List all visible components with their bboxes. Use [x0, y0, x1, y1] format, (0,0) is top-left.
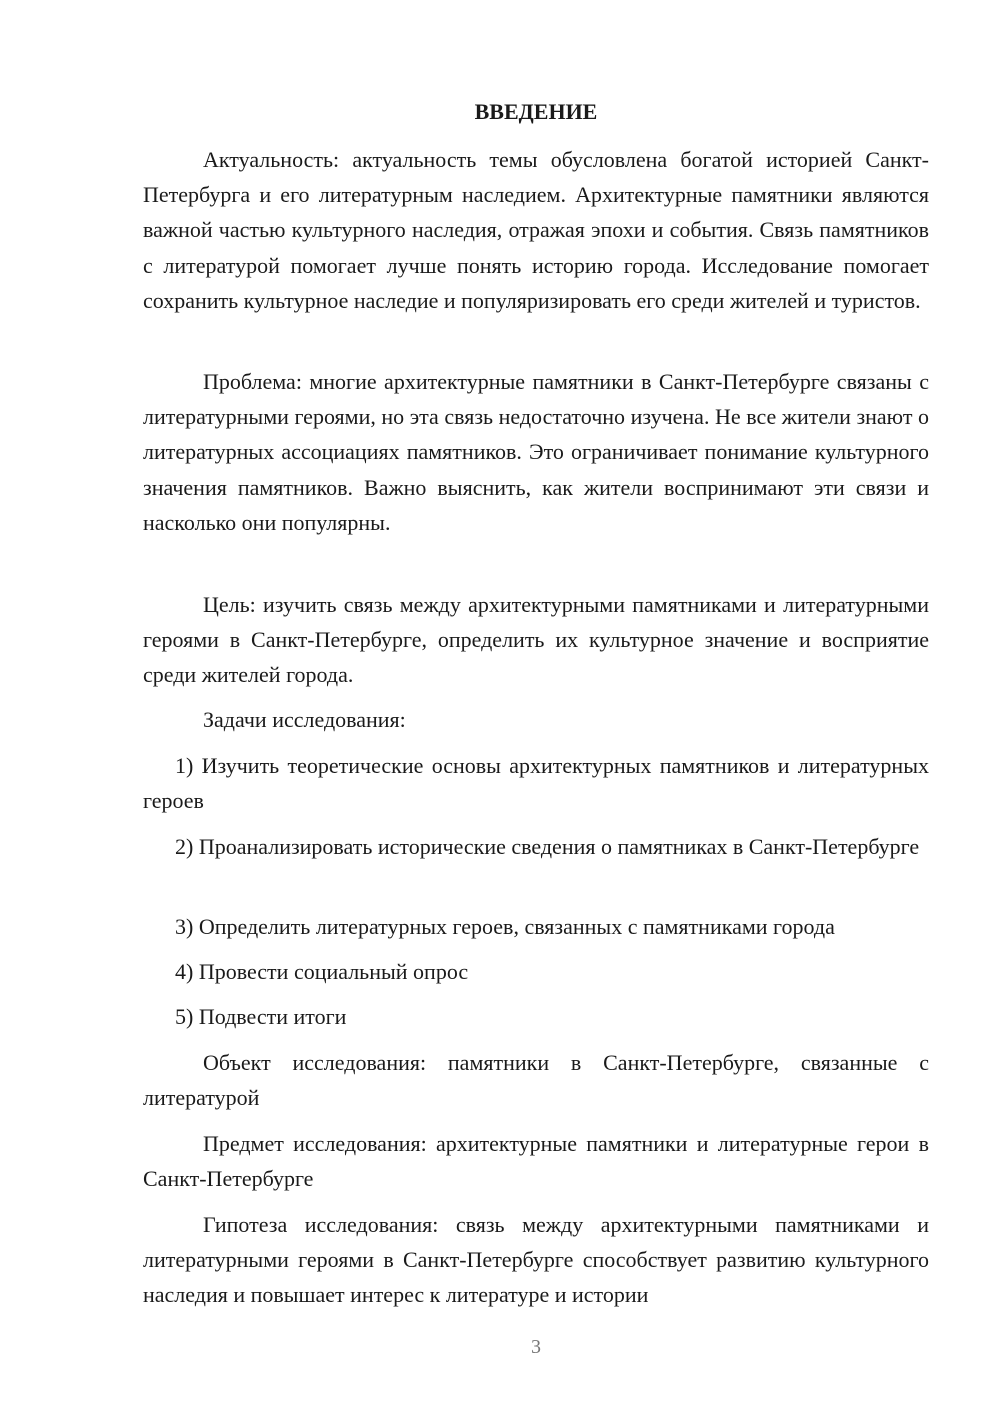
task-item: 4) Провести социальный опрос — [175, 959, 469, 984]
tasks-heading: Задачи исследования: — [203, 707, 406, 732]
section-title: ВВЕДЕНИЕ — [474, 99, 598, 124]
object-paragraph: Объект исследования: памятники в Санкт-Петербурге, связанные с литературой — [143, 1050, 929, 1111]
task-item: 5) Подвести итоги — [175, 1004, 347, 1029]
task-item: 1) Изучить теоретические основы архитектурных памятников и литературных героев — [143, 753, 929, 814]
subject-paragraph: Предмет исследования: архитектурные памятники и литературные герои в Санкт-Петербурге — [143, 1131, 929, 1192]
task-item: 2) Проанализировать исторические сведения о памятниках в Санкт-Петербурге — [175, 834, 920, 859]
hypothesis-paragraph: Гипотеза исследования: связь между архитектурными памятниками и литературными героями в Санкт-Петербурге способствует развитию культурного наследия и повышает интерес к литературе и истории — [143, 1212, 929, 1308]
problem-paragraph: Проблема: многие архитектурные памятники в Санкт-Петербурге связаны с литературными героями, но эта связь недостаточно изучена. Не все жители знают о литературных ассоциациях памятников. Это ограничивает понимание культурного значения памятников. Важно выяснить, как жители воспринимают эти связи и насколько они популярны. — [143, 369, 929, 535]
task-item: 3) Определить литературных героев, связанных с памятниками города — [175, 914, 835, 939]
goal-paragraph: Цель: изучить связь между архитектурными памятниками и литературными героями в Санкт-Петербурге, определить их культурное значение и восприятие среди жителей города. — [143, 592, 929, 688]
document-page — [143, 0, 929, 1414]
page-number: 3 — [531, 1336, 541, 1358]
relevance-paragraph: Актуальность: актуальность темы обусловлена богатой историей Санкт-Петербурга и его литературным наследием. Архитектурные памятники являются важной частью культурного наследия, отражая эпохи и события. Связь памятников с литературой помогает лучше понять историю города. Исследование помогает сохранить культурное наследие и популяризировать его среди жителей и туристов. — [143, 147, 929, 313]
